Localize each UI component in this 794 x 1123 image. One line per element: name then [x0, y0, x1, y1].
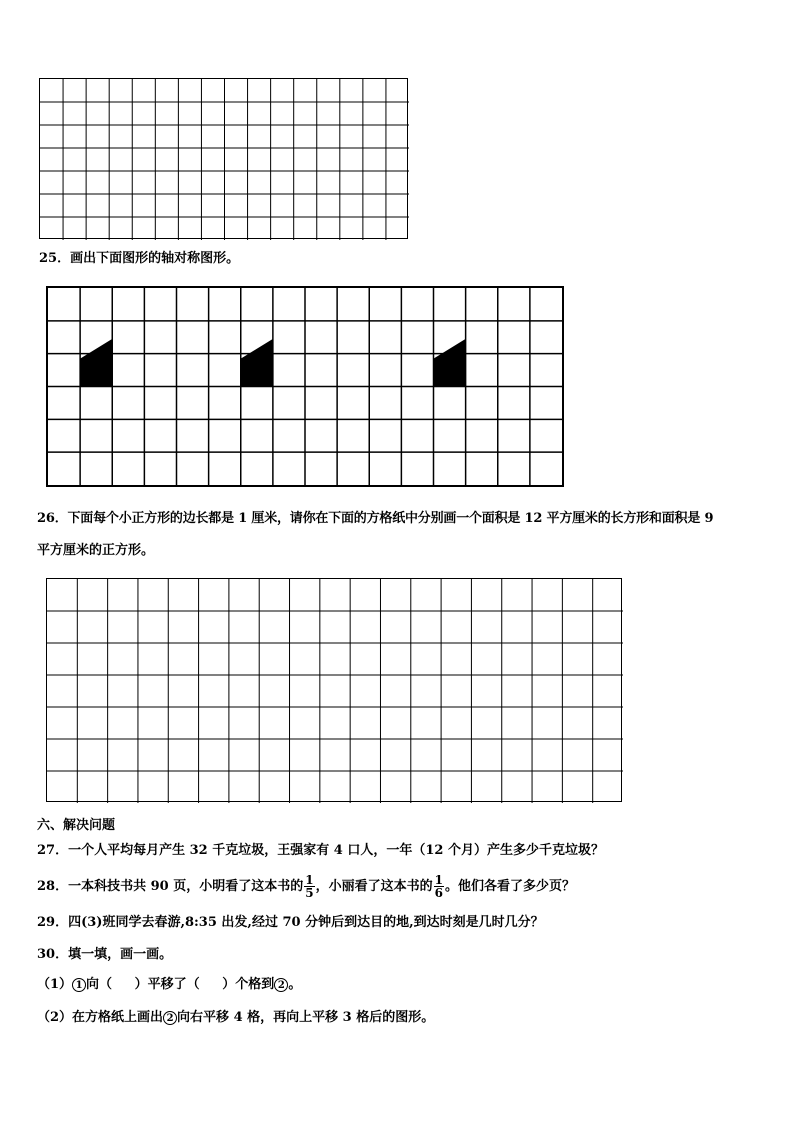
q28-part1: 28．一本科技书共 90 页，小明看了这本书的 — [37, 879, 304, 894]
q30-sub1-prefix: （1） — [37, 977, 73, 992]
q30-sub1-mid: 向（ ）平移了（ ）个格到 — [86, 977, 275, 992]
q26-line2: 平方厘米的正方形。 — [37, 543, 155, 558]
circled-two-icon: 2 — [163, 1011, 177, 1025]
q30-sub2-prefix: （2）在方格纸上画出 — [37, 1010, 164, 1025]
q30-sub1-end: 。 — [288, 977, 302, 992]
grid-q26-lines — [47, 579, 623, 803]
q28-fraction-2 — [434, 874, 444, 899]
grid-q25-lines — [48, 288, 562, 485]
circled-one-icon: 1 — [72, 978, 86, 992]
section6-title: 六、解决问题 — [37, 818, 116, 833]
circled-two-icon: 2 — [274, 978, 288, 992]
q28-frac1-den: 5 — [305, 886, 314, 900]
q28-part2: ，小丽看了这本书的 — [315, 879, 433, 894]
q28-frac1-num: 1 — [305, 873, 314, 887]
q30-sub2 — [37, 1010, 434, 1026]
q29-text: 29．四(3)班同学去春游,8:35 出发,经过 70 分钟后到达目的地,到达时刻是几时几分？ — [37, 915, 544, 930]
q28-frac2-num: 1 — [434, 873, 443, 887]
grid-q25 — [46, 286, 564, 487]
grid-top-lines — [40, 79, 409, 240]
grid-top — [39, 78, 408, 239]
q28-part3: 。他们各看了多少页？ — [444, 879, 575, 894]
q30-sub2-rest: 向右平移 4 格，再向上平移 3 格后的图形。 — [177, 1010, 435, 1025]
q27-text: 27．一个人平均每月产生 32 千克垃圾，王强家有 4 口人，一年（12 个月）产生多少千克垃圾？ — [37, 843, 604, 858]
trapezoid-shape — [80, 339, 112, 387]
q28-frac2-den: 6 — [434, 886, 443, 900]
q25-text: 25．画出下面图形的轴对称图形。 — [39, 251, 240, 266]
q28-text — [37, 872, 575, 902]
q28-fraction-1 — [304, 874, 314, 899]
q26-line1: 26．下面每个小正方形的边长都是 1 厘米，请你在下面的方格纸中分别画一个面积是 12 平方厘米的长方形和面积是 9 — [37, 511, 714, 526]
q30-text: 30．填一填，画一画。 — [37, 947, 173, 962]
trapezoid-shape — [434, 339, 466, 387]
grid-q26 — [46, 578, 622, 802]
trapezoid-shape — [241, 339, 273, 387]
q30-sub1 — [37, 977, 301, 993]
